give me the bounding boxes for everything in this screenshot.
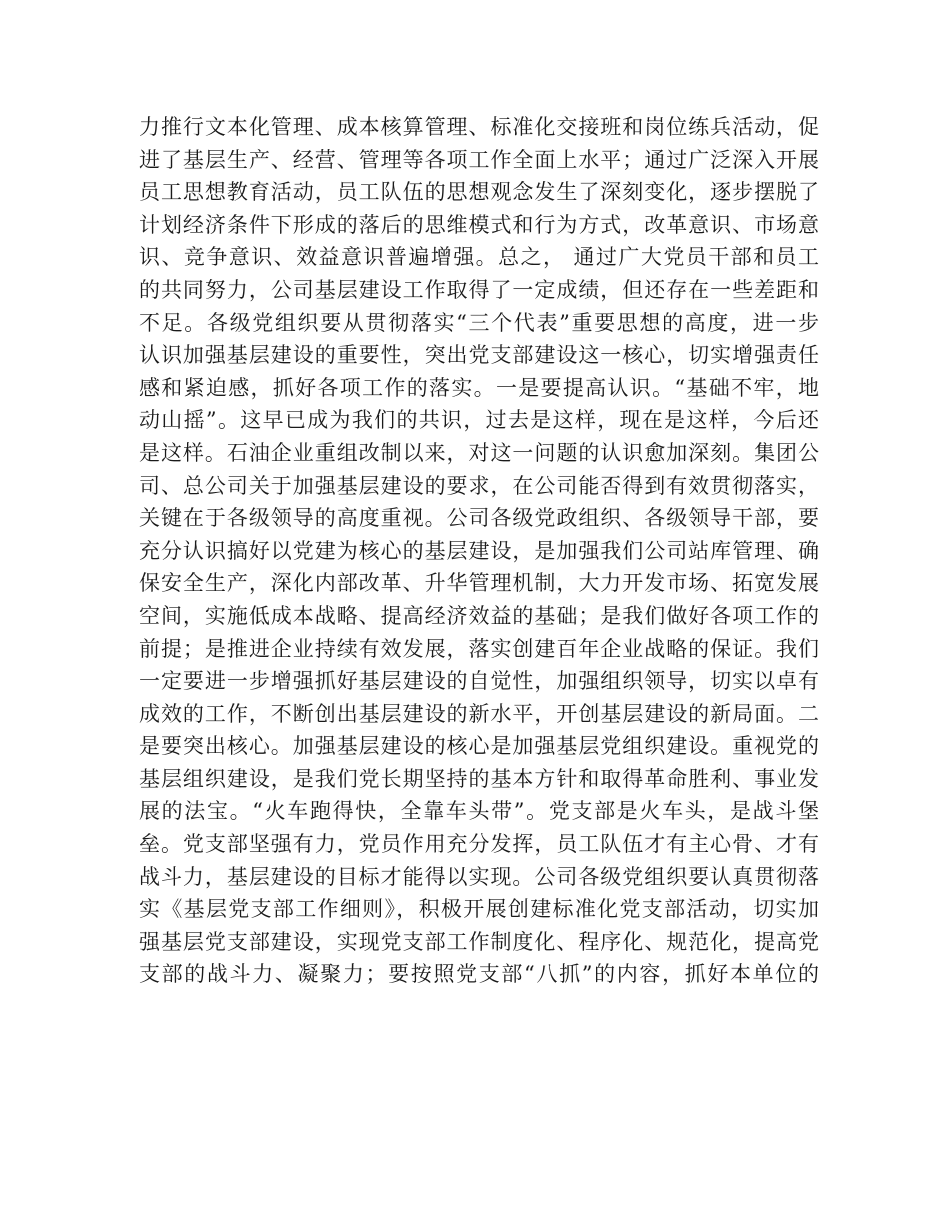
text-line: 垒。党支部坚强有力，党员作用充分发挥，员工队伍才有主心骨、才有 [139, 832, 819, 857]
text-line: 进了基层生产、经营、管理等各项工作全面上水平；通过广泛深入开展 [139, 147, 819, 172]
text-line: 成效的工作，不断创出基层建设的新水平，开创基层建设的新局面。二 [139, 701, 819, 726]
text-line: 动山摇”。这早已成为我们的共识，过去是这样，现在是这样，今后还 [139, 408, 819, 433]
text-line: 空间，实施低成本战略、提高经济效益的基础；是我们做好各项工作的 [139, 603, 819, 628]
text-line: 识、竞争意识、效益意识普遍增强。总之， 通过广大党员干部和员工 [139, 245, 819, 270]
text-line: 不足。各级党组织要从贯彻落实“三个代表”重要思想的高度，进一步 [139, 310, 819, 335]
text-line: 充分认识搞好以党建为核心的基层建设，是加强我们公司站库管理、确 [139, 538, 819, 563]
text-line: 认识加强基层建设的重要性，突出党支部建设这一核心，切实增强责任 [139, 343, 819, 368]
text-line: 前提；是推进企业持续有效发展，落实创建百年企业战略的保证。我们 [139, 636, 819, 661]
text-line: 强基层党支部建设，实现党支部工作制度化、程序化、规范化，提高党 [139, 929, 819, 954]
text-line: 是这样。石油企业重组改制以来，对这一问题的认识愈加深刻。集团公 [139, 440, 819, 465]
text-line: 力推行文本化管理、成本核算管理、标准化交接班和岗位练兵活动，促 [139, 115, 819, 139]
text-line: 实《基层党支部工作细则》，积极开展创建标准化党支部活动，切实加 [139, 897, 819, 922]
text-line: 员工思想教育活动，员工队伍的思想观念发生了深刻变化，逐步摆脱了 [139, 180, 819, 205]
text-line: 计划经济条件下形成的落后的思维模式和行为方式，改革意识、市场意 [139, 212, 819, 237]
text-line: 展的法宝。“火车跑得快，全靠车头带”。党支部是火车头，是战斗堡 [139, 799, 819, 824]
text-line: 关键在于各级领导的高度重视。公司各级党政组织、各级领导干部，要 [139, 506, 819, 531]
text-line: 支部的战斗力、凝聚力；要按照党支部“八抓”的内容，抓好本单位的 [139, 962, 819, 987]
text-line: 是要突出核心。加强基层建设的核心是加强基层党组织建设。重视党的 [139, 734, 819, 759]
text-line: 司、总公司关于加强基层建设的要求，在公司能否得到有效贯彻落实， [139, 473, 819, 498]
text-line: 保安全生产，深化内部改革、升华管理机制，大力开发市场、拓宽发展 [139, 571, 819, 596]
text-line: 基层组织建设，是我们党长期坚持的基本方针和取得革命胜利、事业发 [139, 766, 819, 791]
body-text [139, 111, 819, 991]
text-line: 的共同努力，公司基层建设工作取得了一定成绩，但还存在一些差距和 [139, 277, 819, 302]
text-line: 一定要进一步增强抓好基层建设的自觉性，加强组织领导，切实以卓有 [139, 669, 819, 694]
text-line: 感和紧迫感，抓好各项工作的落实。一是要提高认识。“基础不牢，地 [139, 375, 819, 400]
text-line: 战斗力，基层建设的目标才能得以实现。公司各级党组织要认真贯彻落 [139, 864, 819, 889]
